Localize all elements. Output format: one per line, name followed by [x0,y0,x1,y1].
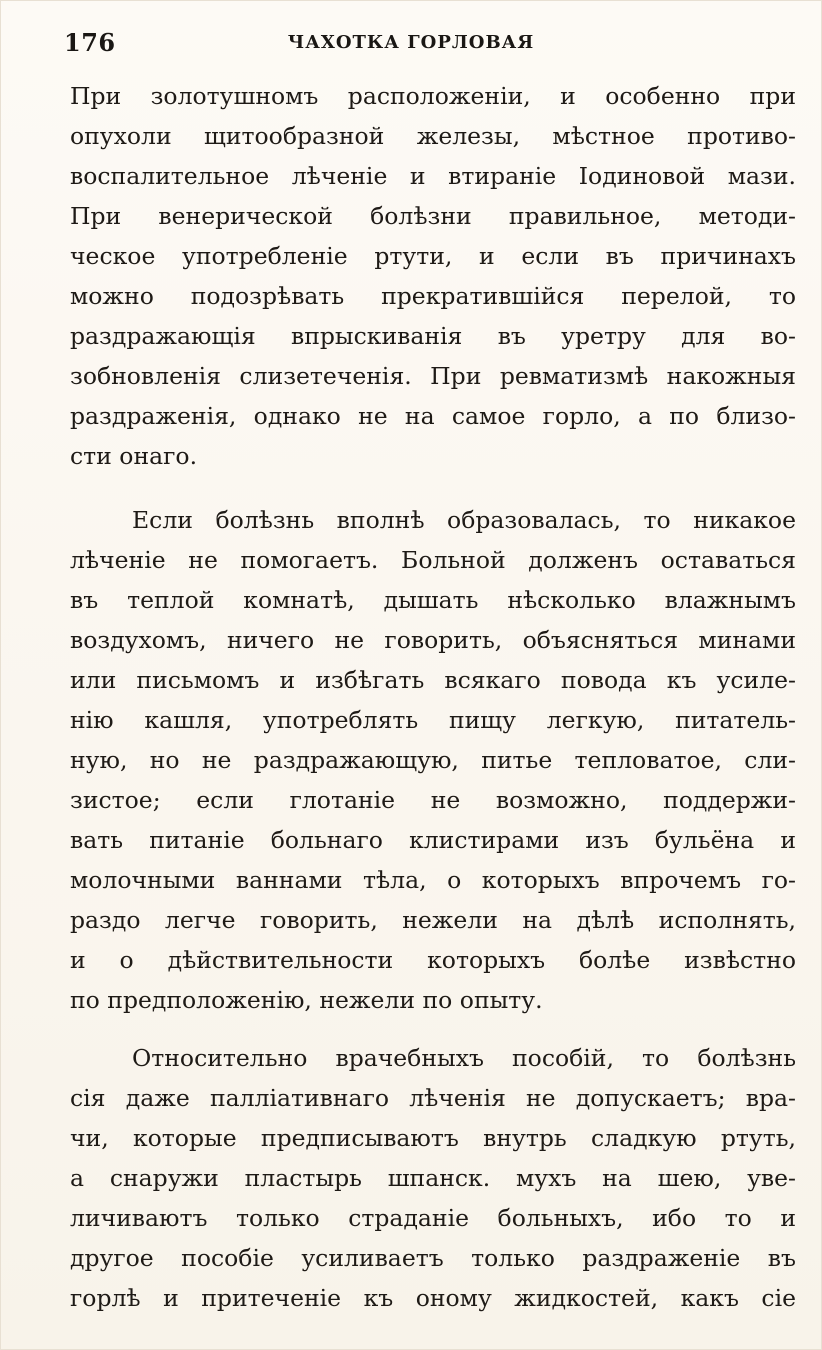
text-line: При венерической болѣзни правильное, методи- [70,202,796,230]
text-line: вать питаніе больнаго клистирами изъ бульёна и [70,826,796,854]
text-line: сія даже палліативнаго лѣченія не допускаетъ; вра- [70,1084,796,1112]
text-line: При золотушномъ расположеніи, и особенно при [70,82,796,110]
text-line: ческое употребленіе ртути, и если въ причинахъ [70,242,796,270]
text-line: ную, но не раздражающую, питье тепловатое, сли- [70,746,796,774]
text-line: опухоли щитообразной железы, мѣстное противо- [70,122,796,150]
text-line: зистое; если глотаніе не возможно, поддержи- [70,786,796,814]
page-number: 176 [64,28,116,57]
text-line: въ теплой комнатѣ, дышать нѣсколько влажнымъ [70,586,796,614]
text-line: воспалительное лѣченіе и втираніе Іодиновой мази. [70,162,796,190]
text-line: лѣченіе не помогаетъ. Больной долженъ оставаться [70,546,796,574]
text-line: а снаружи пластырь шпанск. мухъ на шею, уве- [70,1164,796,1192]
page-header [64,28,758,68]
text-line: можно подозрѣвать прекратившійся перелой, то [70,282,796,310]
text-line: раздражающія впрыскиванія въ уретру для во- [70,322,796,350]
text-line: воздухомъ, ничего не говорить, объясняться минами [70,626,796,654]
text-line: Если болѣзнь вполнѣ образовалась, то никакое [132,506,796,534]
text-line: сти онаго. [70,442,198,470]
text-line: Относительно врачебныхъ пособій, то болѣзнь [132,1044,796,1072]
text-line: по предположенію, нежели по опыту. [70,986,543,1014]
text-line: чи, которые предписываютъ внутрь сладкую ртуть, [70,1124,796,1152]
text-line: раздраженія, однако не на самое горло, а по близо- [70,402,796,430]
text-line: горлѣ и притеченіе къ оному жидкостей, какъ сіе [70,1284,796,1312]
running-title: ЧАХОТКА ГОРЛОВАЯ [287,32,535,53]
text-line: нію кашля, употреблять пищу легкую, питатель- [70,706,796,734]
text-line: раздо легче говорить, нежели на дѣлѣ исполнять, [70,906,796,934]
text-line: или письмомъ и избѣгать всякаго повода къ усиле- [70,666,796,694]
text-line: личиваютъ только страданіе больныхъ, ибо то и [70,1204,796,1232]
text-line: зобновленія слизетеченія. При ревматизмѣ накожныя [70,362,796,390]
text-line: молочными ваннами тѣла, о которыхъ впрочемъ го- [70,866,796,894]
text-line: другое пособіе усиливаетъ только раздраженіе въ [70,1244,796,1272]
text-line: и о дѣйствительности которыхъ болѣе извѣстно [70,946,796,974]
